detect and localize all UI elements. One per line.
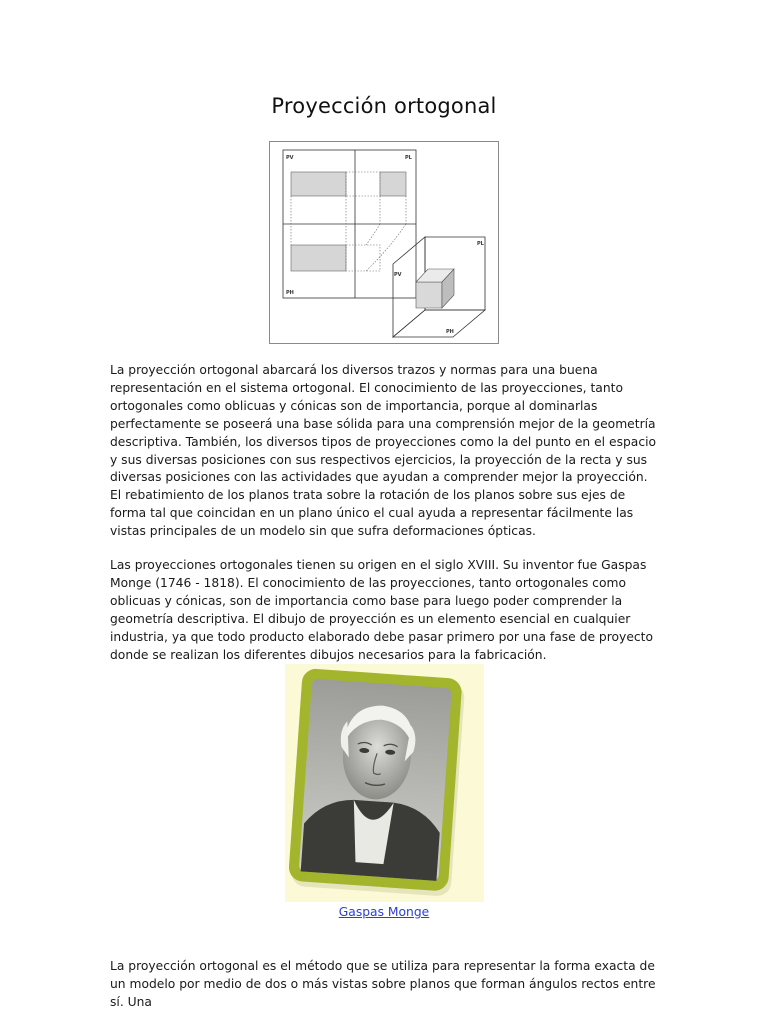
- label-ph-box: PH: [446, 329, 454, 335]
- portrait-caption-link[interactable]: Gaspas Monge: [338, 905, 430, 919]
- paragraph-3: La proyección ortogonal es el método que se utiliza para representar la forma exacta de un modelo por medio de dos o más vistas sobre planos que forman ángulos rectos entre sí. Una: [110, 959, 656, 1009]
- projection-diagram-svg: [270, 142, 498, 343]
- projection-diagram: [269, 141, 499, 344]
- label-pl-box: PL: [477, 241, 484, 247]
- 3d-cube: [416, 269, 454, 308]
- front-view-shape: [291, 172, 346, 196]
- label-pl-top: PL: [405, 155, 412, 161]
- green-frame: [288, 668, 462, 892]
- label-ph-bottom: PH: [286, 290, 294, 296]
- portrait-svg: [285, 664, 484, 902]
- paragraph-1: La proyección ortogonal abarcará los diversos trazos y normas para una buena representación en el sistema ortogonal. El conocimiento de las proyecciones, tanto ortogonales como oblicuas y cónicas son de importancia, porque al dominarlas perfectamente se poseerá una base sólida para una comprensión mejor de la geometría descriptiva. También, los diversos tipos de proyecciones como la del punto en el espacio y sus diversas posiciones con sus respectivos ejercicios, la proyección de la recta y sus diversas posiciones con las actividades que ayudan a comprender mejor la proyección. El rebatimiento de los planos trata sobre la rotación de los planos sobre sus ejes de forma tal que coincidan en un plano único el cual ayuda a representar fácilmente las vistas principales de un modelo sin que sufra deformaciones ópticas.: [110, 363, 657, 539]
- label-pv-top: PV: [286, 155, 294, 161]
- label-pv-box: PV: [394, 272, 402, 278]
- page-title: Proyección ortogonal: [271, 94, 497, 118]
- portrait-image: [285, 664, 484, 902]
- paragraph-2: Las proyecciones ortogonales tienen su origen en el siglo XVIII. Su inventor fue Gaspas Monge (1746 - 1818). El conocimiento de las proyecciones, tanto ortogonales como oblicuas y cónicas, son de importancia como base para luego poder comprender la geometría descriptiva. El dibujo de proyección es un elemento esencial en cualquier industria, ya que todo producto elaborado debe pasar primero por una fase de proyecto donde se realizan los diferentes dibujos necesarios para la fabricación.: [110, 558, 653, 662]
- top-view-shape: [291, 245, 346, 271]
- side-view-shape: [380, 172, 406, 196]
